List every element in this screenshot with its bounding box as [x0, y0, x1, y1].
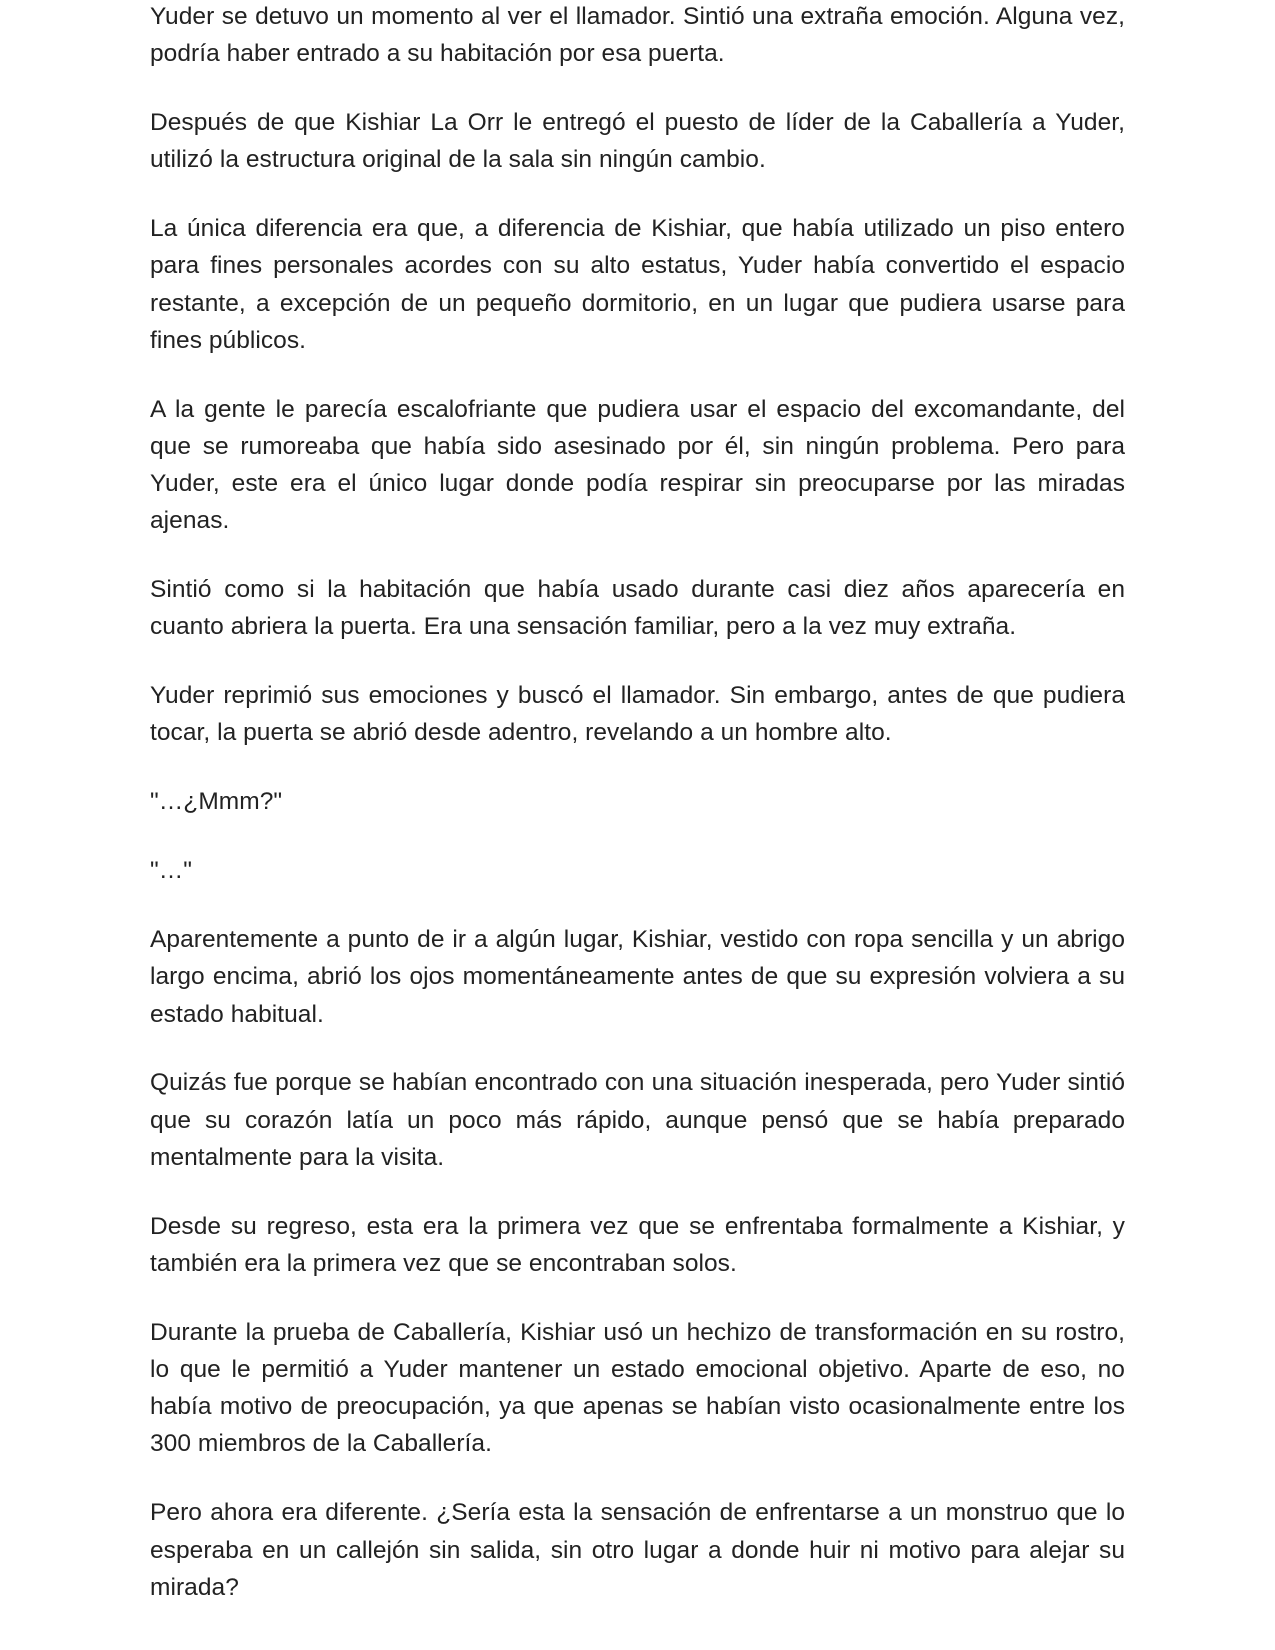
document-page	[150, 0, 1125, 1606]
paragraph: A la gente le parecía escalofriante que pudiera usar el espacio del excomandante, del que se rumoreaba que había sido asesinado por él, sin ningún problema. Pero para Yuder, este era el único lugar donde podía respirar sin preocuparse por las miradas ajenas.	[150, 395, 1125, 535]
dialogue-line: "…¿Mmm?"	[150, 788, 283, 816]
paragraph: Quizás fue porque se habían encontrado con una situación inesperada, pero Yuder sintió que su corazón latía un poco más rápido, aunque pensó que se había preparado mentalmente para la visita.	[150, 1069, 1125, 1171]
paragraph: La única diferencia era que, a diferencia de Kishiar, que había utilizado un piso entero para fines personales acordes con su alto estatus, Yuder había convertido el espacio restante, a excepción de un pequeño dormitorio, en un lugar que pudiera usarse para fines públicos.	[150, 215, 1125, 354]
paragraph: Durante la prueba de Caballería, Kishiar usó un hechizo de transformación en su rostro, lo que le permitió a Yuder mantener un estado emocional objetivo. Aparte de eso, no había motivo de preocupación, ya que apenas se habían visto ocasionalmente entre los 300 miembros de la Caballería.	[150, 1318, 1125, 1458]
paragraph: Pero ahora era diferente. ¿Sería esta la sensación de enfrentarse a un monstruo que lo esperaba en un callejón sin salida, sin otro lugar a donde huir ni motivo para alejar su mirada?	[150, 1499, 1125, 1601]
paragraph: Aparentemente a punto de ir a algún lugar, Kishiar, vestido con ropa sencilla y un abrigo largo encima, abrió los ojos momentáneamente antes de que su expresión volviera a su estado habitual.	[150, 926, 1125, 1028]
paragraph: Después de que Kishiar La Orr le entregó el puesto de líder de la Caballería a Yuder, utilizó la estructura original de la sala sin ningún cambio.	[150, 109, 1125, 174]
dialogue-line: "…"	[150, 857, 193, 885]
paragraph: Desde su regreso, esta era la primera vez que se enfrentaba formalmente a Kishiar, y también era la primera vez que se encontraban solos.	[150, 1212, 1125, 1277]
paragraph: Yuder reprimió sus emociones y buscó el llamador. Sin embargo, antes de que pudiera tocar, la puerta se abrió desde adentro, revelando a un hombre alto.	[150, 682, 1125, 747]
paragraph: Sintió como si la habitación que había usado durante casi diez años aparecería en cuanto abriera la puerta. Era una sensación familiar, pero a la vez muy extraña.	[150, 576, 1125, 641]
paragraph: Yuder se detuvo un momento al ver el llamador. Sintió una extraña emoción. Alguna vez, podría haber entrado a su habitación por esa puerta.	[150, 3, 1125, 68]
